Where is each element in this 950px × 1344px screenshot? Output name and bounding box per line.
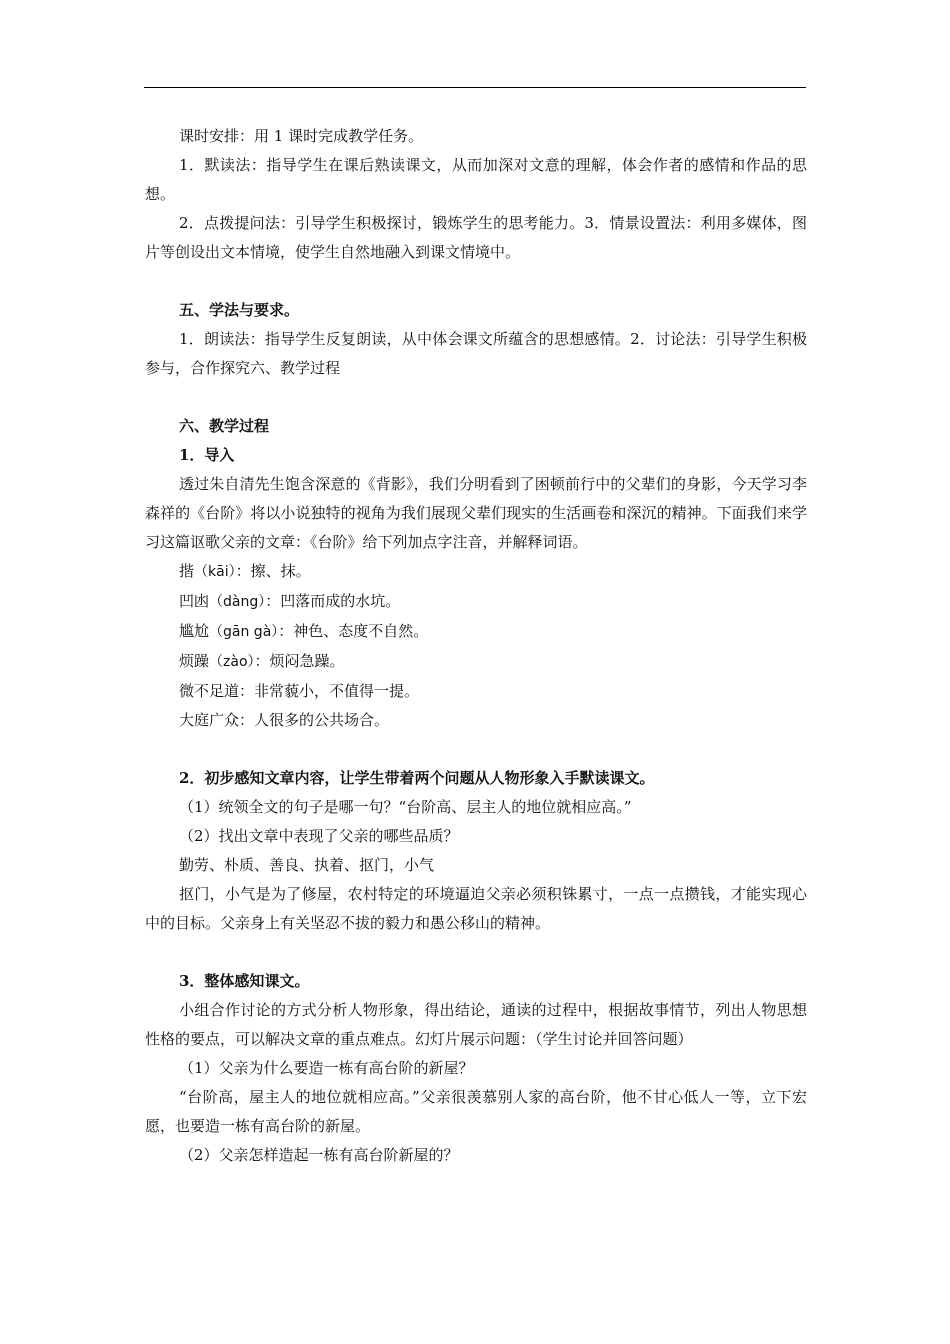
- heading-section-6: 六、教学过程: [179, 417, 270, 435]
- answer-explanation: 抠门，小气是为了修屋，农村特定的环境逼迫父亲必须积铢累寸，一点一点攒钱，才能实现心中的目标。父亲身上有关坚忍不拔的毅力和愚公移山的精神。: [145, 885, 807, 932]
- question-2: （2）找出文章中表现了父亲的哪些品质？: [179, 827, 459, 845]
- learning-method: 1．朗读法：指导学生反复朗读，从中体会课文所蕴含的思想感情。2．讨论法：引导学生积极参与，合作探究六、教学过程: [145, 330, 807, 377]
- heading-section-5: 五、学法与要求。: [179, 301, 300, 319]
- question-1: （1）统领全文的句子是哪一句？“台阶高、层主人的地位就相应高。”: [179, 798, 632, 816]
- question-3: （1）父亲为什么要造一栋有高台阶的新屋？: [179, 1059, 474, 1077]
- schedule-line: 课时安排：用 1 课时完成教学任务。: [179, 127, 424, 145]
- method-2: 2．点拨提问法：引导学生积极探讨，锻炼学生的思考能力。3．情景设置法：利用多媒体，图片等创设出文本情境，使学生自然地融入到课文情境中。: [145, 214, 807, 261]
- vocab-item: 揩（kāi）：擦、抹。: [179, 562, 311, 580]
- intro-paragraph: 透过朱自清先生饱含深意的《背影》，我们分明看到了困顿前行中的父辈们的身影，今天学习李森祥的《台阶》将以小说独特的视角为我们展现父辈们现实的生活画卷和深沉的精神。下面我们来学习这篇讴歌父亲的文章：《台阶》给下列加点字注音，并解释词语。: [145, 475, 807, 551]
- vocab-item: 烦躁（zào）：烦闷急躁。: [179, 652, 345, 670]
- group-discussion: 小组合作讨论的方式分析人物形象，得出结论，通读的过程中，根据故事情节，列出人物思想性格的要点，可以解决文章的重点难点。幻灯片展示问题：（学生讨论并回答问题）: [145, 1001, 807, 1048]
- heading-step-3: 3．整体感知课文。: [179, 972, 310, 990]
- heading-step-2: 2．初步感知文章内容，让学生带着两个问题从人物形象入手默读课文。: [179, 769, 655, 787]
- question-4: （2）父亲怎样造起一栋有高台阶新屋的？: [179, 1146, 459, 1164]
- header-rule: [144, 87, 806, 88]
- answer-3: “台阶高，屋主人的地位就相应高。”父亲很羡慕别人家的高台阶，他不甘心低人一等，立下宏愿，也要造一栋有高台阶的新屋。: [145, 1088, 807, 1135]
- vocab-item: 尴尬（gān gà）：神色、态度不自然。: [179, 622, 429, 640]
- method-1: 1．默读法：指导学生在课后熟读课文，从而加深对文意的理解，体会作者的感情和作品的思想。: [145, 156, 807, 203]
- heading-step-1: 1．导入: [179, 446, 235, 464]
- document-body: [145, 122, 807, 1170]
- vocab-item: 微不足道：非常藐小，不值得一提。: [179, 682, 420, 700]
- vocab-item: 凹凼（dàng）：凹落而成的水坑。: [179, 592, 401, 610]
- answer-qualities: 勤劳、朴质、善良、执着、抠门，小气: [179, 856, 435, 874]
- vocab-item: 大庭广众：人很多的公共场合。: [179, 711, 390, 729]
